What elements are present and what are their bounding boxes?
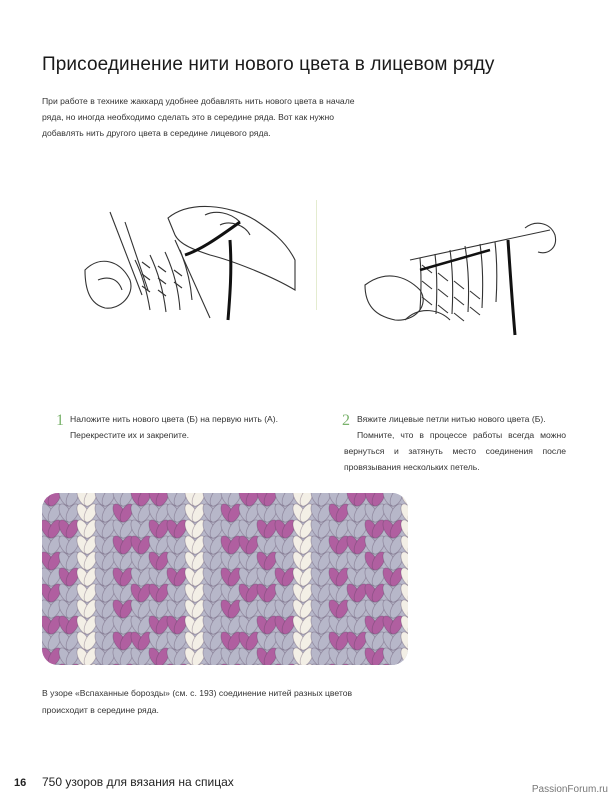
step-1-line-1: Наложите нить нового цвета (Б) на первую нить (А). bbox=[70, 414, 279, 424]
illustration-divider bbox=[316, 200, 317, 310]
illustration-step-2 bbox=[360, 210, 560, 340]
swatch-caption: В узоре «Вспаханные борозды» (см. с. 193) соединение нитей разных цветов происходит в середине ряда. bbox=[42, 688, 353, 715]
step-1-number: 1 bbox=[56, 412, 64, 429]
knit-swatch-photo bbox=[42, 493, 408, 665]
watermark: PassionForum.ru bbox=[531, 784, 608, 795]
step-2-number: 2 bbox=[342, 412, 350, 429]
step-2-line: Вяжите лицевые петли нитью нового цвета (Б). bbox=[357, 414, 546, 424]
intro-paragraph: При работе в технике жаккард удобнее добавлять нить нового цвета в начале ряда, но иногда необходимо сделать это в середине ряда. Вот как нужно добавлять нить другого цвета в середине лицевого ряда. bbox=[42, 96, 355, 138]
book-title: 750 узоров для вязания на спицах bbox=[42, 775, 234, 789]
illustration-step-1 bbox=[80, 200, 300, 330]
step-1-text bbox=[70, 411, 310, 443]
knit-stitch bbox=[405, 662, 408, 665]
page-title: Присоединение нити нового цвета в лицевом ряду bbox=[42, 54, 495, 75]
step-2-note: Помните, что в процессе работы всегда можно вернуться и затянуть место соединения после провязывания нескольких петель. bbox=[344, 430, 566, 472]
step-1-line-2: Перекрестите их и закрепите. bbox=[70, 430, 190, 440]
step-2-text bbox=[357, 411, 565, 427]
page-number: 16 bbox=[14, 777, 27, 789]
